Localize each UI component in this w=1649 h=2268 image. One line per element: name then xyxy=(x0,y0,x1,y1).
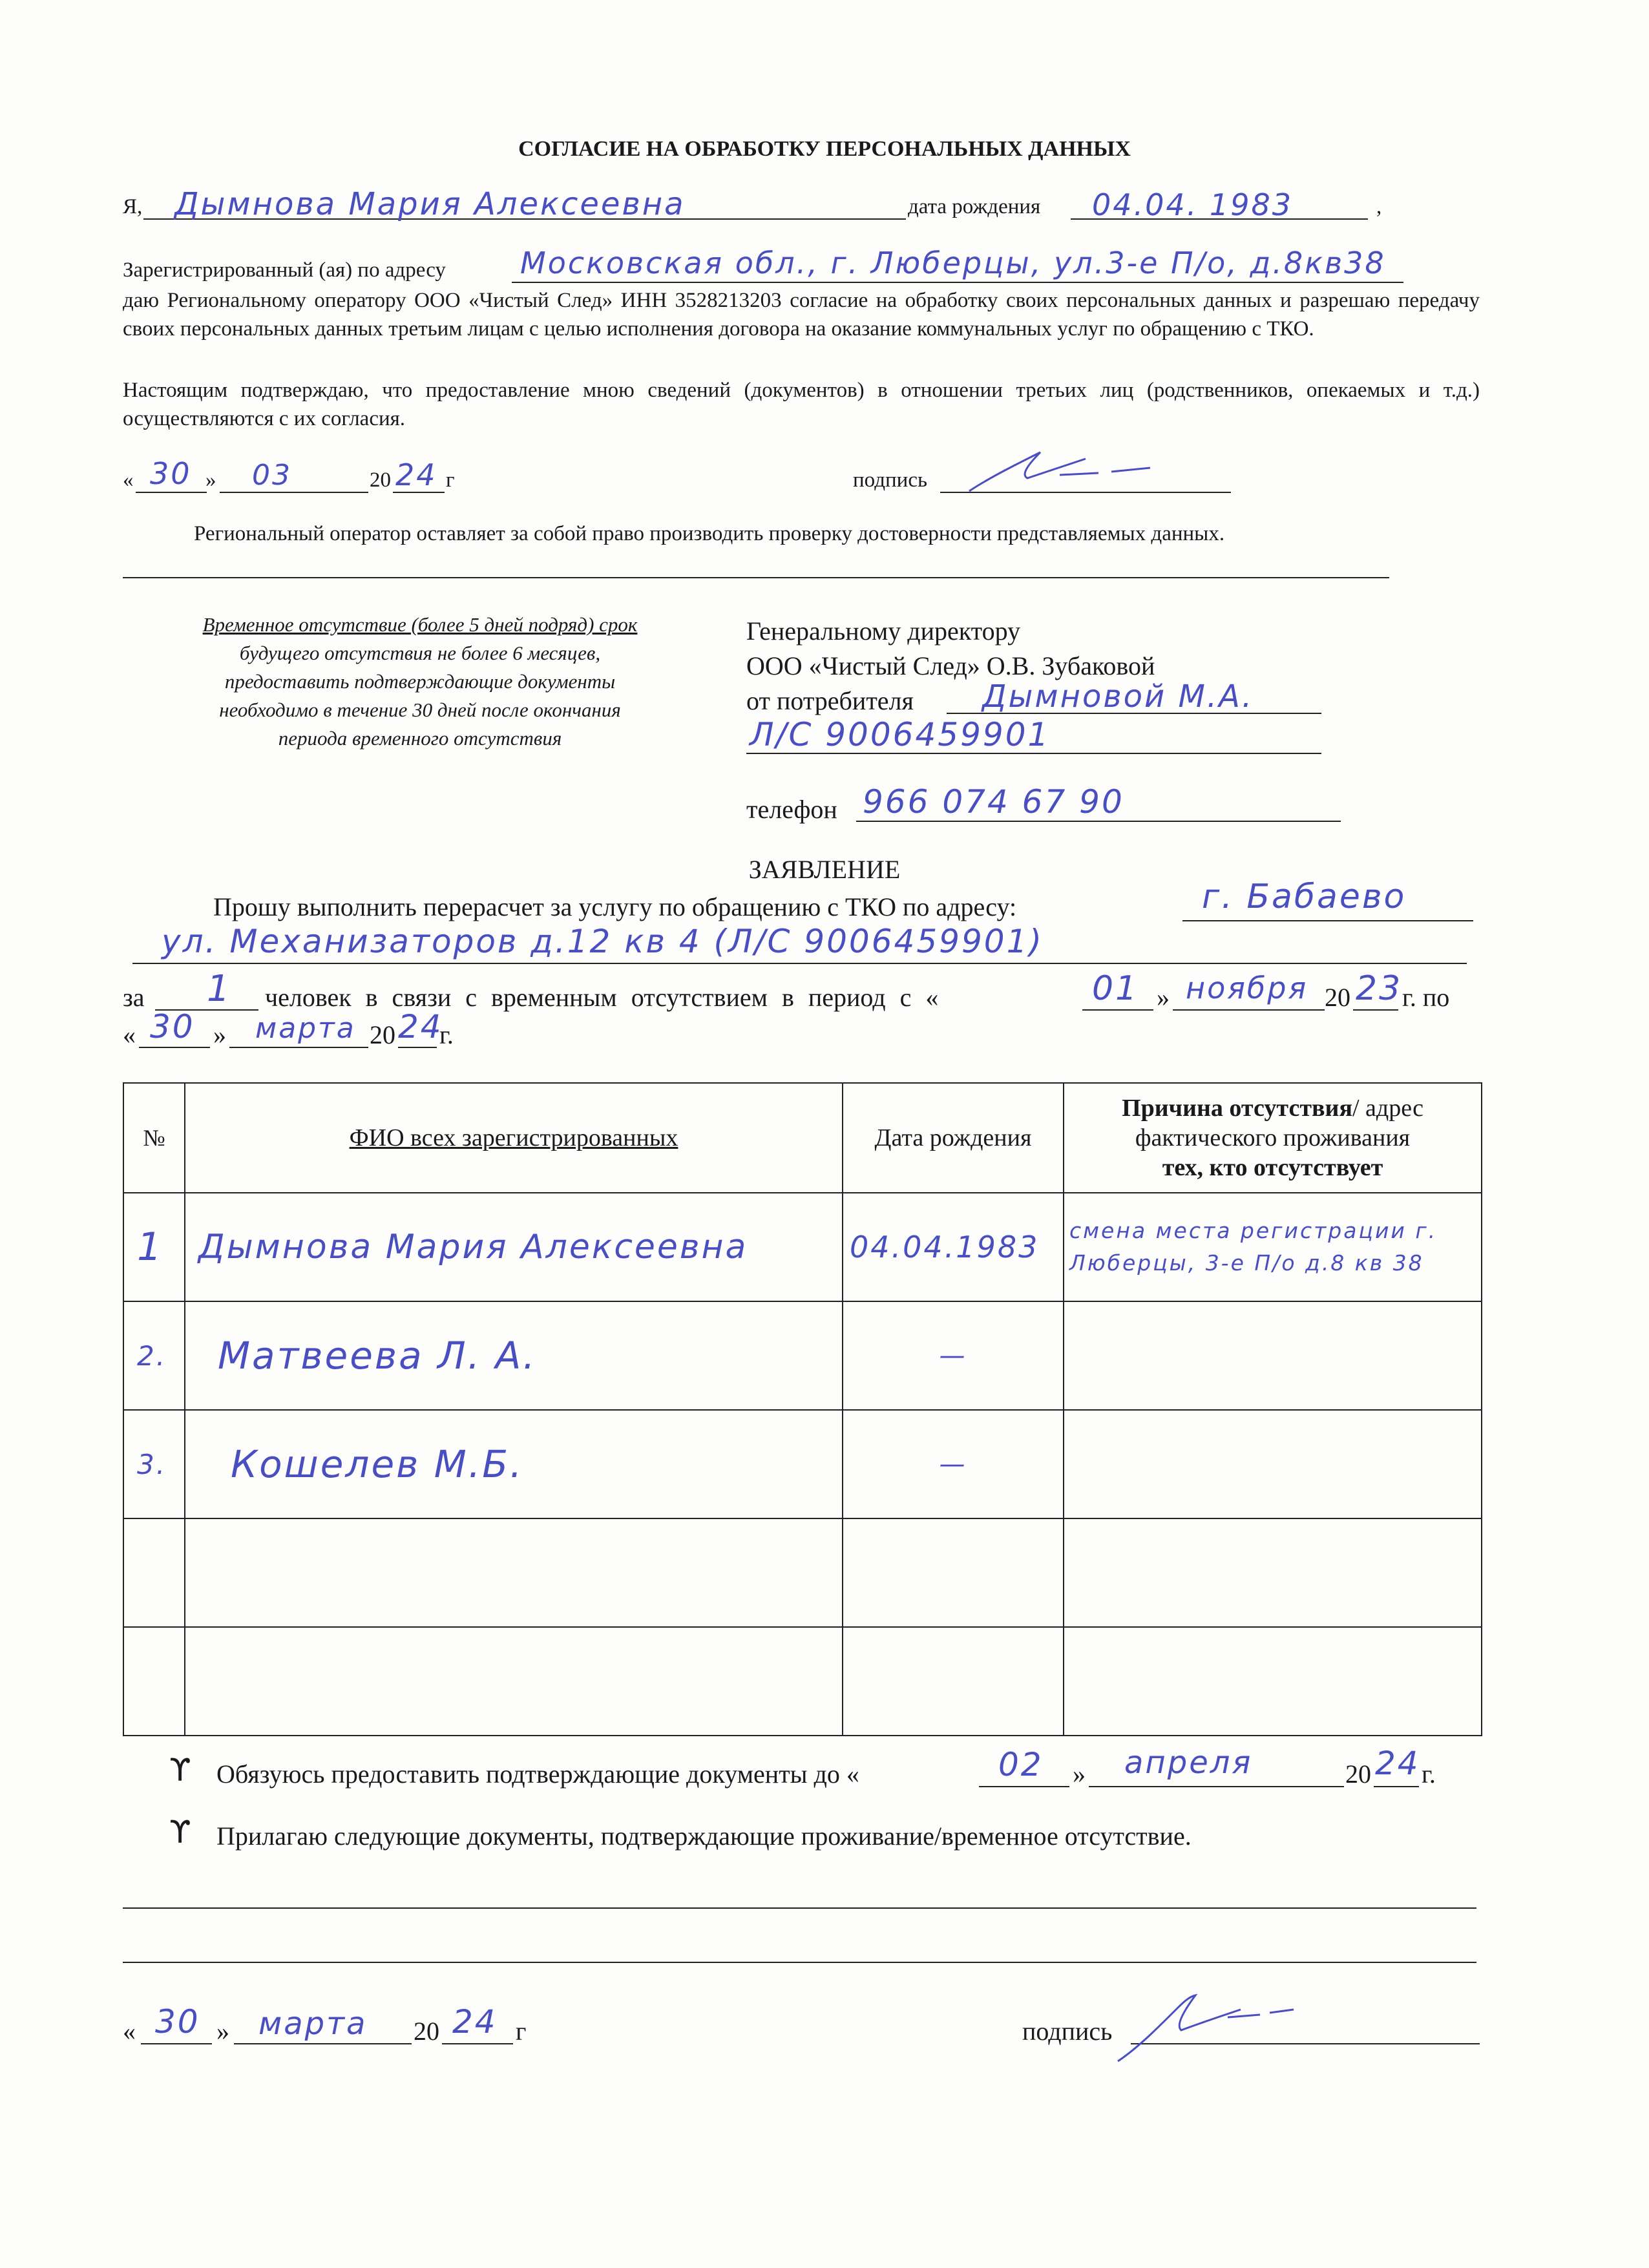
footer-quote-close: » xyxy=(216,2017,229,2046)
consent-day-value: 30 xyxy=(150,456,192,491)
from-month-value: ноября xyxy=(1186,971,1308,1005)
date-close-quote: » xyxy=(205,468,216,492)
address-underline xyxy=(512,282,1403,283)
phone-value: 966 074 67 90 xyxy=(863,783,1124,821)
year-prefix: 20 xyxy=(370,468,391,492)
month-underline xyxy=(220,492,368,493)
birth-date-value: 04.04. 1983 xyxy=(1092,187,1293,222)
commit-month-value: апреля xyxy=(1124,1745,1253,1781)
header-num: № xyxy=(123,1083,185,1193)
footer-quote-open: « xyxy=(123,2017,136,2046)
account-value: Л/С 9006459901 xyxy=(750,716,1051,753)
footer-year-g: г xyxy=(516,2017,527,2046)
date-open-quote: « xyxy=(123,468,134,492)
note-line-5: периода временного отсутствия xyxy=(278,727,562,750)
year-g: г xyxy=(446,468,455,492)
footer-signature-label: подпись xyxy=(1022,2017,1113,2046)
application-title: ЗАЯВЛЕНИЕ xyxy=(748,855,901,884)
commit-checkbox-icon: ϒ xyxy=(169,1752,191,1789)
to-day-underline xyxy=(139,1047,210,1048)
to-quote-close: » xyxy=(213,1020,226,1049)
table-row xyxy=(123,1627,1482,1736)
row-3-num: 3. xyxy=(123,1410,185,1518)
row-1-reason: смена места регистрации г. Люберцы, 3-е П/о д.8 кв 38 xyxy=(1064,1193,1482,1301)
footer-year-value: 24 xyxy=(452,2003,498,2041)
header-reason-bold-2: тех, кто отсутствует xyxy=(1162,1154,1383,1181)
to-year-underline xyxy=(398,1047,437,1048)
day-underline xyxy=(136,492,207,493)
commit-year-prefix: 20 xyxy=(1345,1759,1371,1789)
header-birth: Дата рождения xyxy=(843,1083,1064,1193)
commit-day-underline xyxy=(979,1786,1069,1787)
from-year-prefix: 20 xyxy=(1325,983,1350,1012)
row-4-fio xyxy=(185,1518,843,1627)
consent-month-value: 03 xyxy=(252,459,292,492)
footer-year-prefix: 20 xyxy=(414,2017,439,2046)
consent-paragraph-2: Настоящим подтверждаю, что предоставление мною сведений (документов) в отношении третьих лиц (родственников, опекаемых и т.д.) осуществляются с их согласия. xyxy=(123,379,1480,430)
footer-day-underline xyxy=(141,2043,212,2044)
operator-note: Региональный оператор оставляет за собой право производить проверку достоверности представляемых данных. xyxy=(194,522,1225,545)
phone-label: телефон xyxy=(746,795,837,824)
row-5-birth xyxy=(843,1627,1064,1736)
table-header-row xyxy=(123,1083,1482,1193)
row-5-num xyxy=(123,1627,185,1736)
to-year-g: г. xyxy=(439,1020,454,1049)
commit-line-2-text: Прилагаю следующие документы, подтверждающие проживание/временное отсутствие. xyxy=(216,1822,1192,1851)
to-quote-open: « xyxy=(123,1020,136,1049)
to-day-value: 30 xyxy=(150,1008,195,1045)
footer-year-underline xyxy=(442,2043,513,2044)
from-month-underline xyxy=(1173,1009,1325,1011)
header-reason-rest: / адрес фактического проживания xyxy=(1135,1095,1423,1151)
row-3-fio: Кошелев М.Б. xyxy=(185,1410,843,1518)
from-day-underline xyxy=(1082,1009,1153,1011)
consent-signature xyxy=(963,439,1157,498)
from-year-underline xyxy=(1353,1009,1398,1011)
row-3-reason xyxy=(1064,1410,1482,1518)
commit-year-underline xyxy=(1374,1786,1419,1787)
attach-checkbox-icon: ϒ xyxy=(169,1814,191,1851)
to-month-underline xyxy=(229,1047,368,1048)
request-address-underline xyxy=(1182,920,1473,921)
po-label: г. по xyxy=(1402,983,1450,1012)
request-address-part-2: ул. Механизаторов д.12 кв 4 (Л/С 9006459901) xyxy=(162,923,1044,960)
commit-year-g: г. xyxy=(1422,1759,1436,1789)
commit-year-value: 24 xyxy=(1375,1745,1420,1782)
footer-month-underline xyxy=(234,2043,412,2044)
table-row xyxy=(123,1301,1482,1410)
commit-line-1-text: Обязуюсь предоставить подтверждающие документы до « xyxy=(216,1759,859,1789)
birth-date-label: дата рождения xyxy=(908,195,1041,218)
to-year-prefix: 20 xyxy=(370,1020,395,1049)
note-line-3: предоставить подтверждающие документы xyxy=(224,670,616,693)
row-2-fio: Матвеева Л. А. xyxy=(185,1301,843,1410)
footer-month-value: марта xyxy=(258,2006,368,2042)
header-fio: ФИО всех зарегистрированных xyxy=(185,1083,843,1193)
request-address-part-1: г. Бабаево xyxy=(1202,877,1407,916)
section-divider xyxy=(123,577,1389,578)
row-5-fio xyxy=(185,1627,843,1736)
footer-signature xyxy=(1105,1977,1299,2068)
from-quote-close: » xyxy=(1157,983,1170,1012)
from-day-value: 01 xyxy=(1092,969,1139,1008)
commit-month-underline xyxy=(1089,1786,1344,1787)
row-2-reason xyxy=(1064,1301,1482,1410)
table-row xyxy=(123,1410,1482,1518)
persons-text: человек в связи с временным отсутствием в период с « xyxy=(265,983,939,1012)
temporary-absence-note xyxy=(123,611,717,753)
row-4-num xyxy=(123,1518,185,1627)
addressee-line-1: Генеральному директору xyxy=(746,616,1021,646)
from-year-value: 23 xyxy=(1356,969,1403,1008)
consent-title: СОГЛАСИЕ НА ОБРАБОТКУ ПЕРСОНАЛЬНЫХ ДАННЫХ xyxy=(518,137,1131,161)
commit-quote-close: » xyxy=(1073,1759,1086,1789)
row-2-num: 2. xyxy=(123,1301,185,1410)
row-1-num: 1 xyxy=(123,1193,185,1301)
footer-day-value: 30 xyxy=(155,2003,200,2041)
row-1-birth: 04.04.1983 xyxy=(843,1193,1064,1301)
comma: , xyxy=(1376,195,1382,218)
row-4-reason xyxy=(1064,1518,1482,1627)
to-month-value: марта xyxy=(255,1012,356,1045)
row-3-birth: — xyxy=(843,1410,1064,1518)
table-row xyxy=(123,1193,1482,1301)
addressee-line-2: ООО «Чистый След» О.В. Зубаковой xyxy=(746,651,1155,680)
address-value: Московская обл., г. Люберцы, ул.3-е П/о, д.8кв38 xyxy=(520,246,1386,280)
from-consumer-label: от потребителя xyxy=(746,686,914,715)
note-line-1: Временное отсутствие (более 5 дней подряд) срок xyxy=(202,613,638,636)
row-2-birth: — xyxy=(843,1301,1064,1410)
table-row xyxy=(123,1518,1482,1627)
full-name-value: Дымнова Мария Алексеевна xyxy=(174,186,686,222)
note-line-4: необходимо в течение 30 дней после окончания xyxy=(219,698,621,721)
from-name-value: Дымновой М.А. xyxy=(982,678,1254,715)
header-reason xyxy=(1064,1083,1482,1193)
registered-label: Зарегистрированный (ая) по адресу xyxy=(123,258,446,282)
request-address-underline-2 xyxy=(132,963,1467,964)
to-year-value: 24 xyxy=(398,1008,443,1045)
registered-persons-table xyxy=(123,1082,1482,1736)
header-reason-bold: Причина отсутствия xyxy=(1122,1095,1352,1122)
attach-line-2 xyxy=(123,1962,1476,1963)
row-4-birth xyxy=(843,1518,1064,1627)
persons-count-value: 1 xyxy=(207,968,232,1010)
row-1-fio: Дымнова Мария Алексеевна xyxy=(185,1193,843,1301)
phone-underline xyxy=(856,821,1341,822)
consent-paragraph-1: даю Региональному оператору ООО «Чистый След» ИНН 3528213203 согласие на обработку своих персональных данных и разрешаю передачу своих персональных данных третьим лицам с целью исполнения договора на оказание коммунальных услуг по обращению с ТКО. xyxy=(123,289,1480,341)
attach-line-1 xyxy=(123,1907,1476,1909)
i-label: Я, xyxy=(123,195,143,218)
za-label: за xyxy=(123,983,145,1012)
consent-year-value: 24 xyxy=(395,457,437,492)
signature-label: подпись xyxy=(853,468,928,492)
request-text: Прошу выполнить перерасчет за услугу по обращению с ТКО по адресу: xyxy=(213,892,1017,921)
row-5-reason xyxy=(1064,1627,1482,1736)
commit-day-value: 02 xyxy=(998,1746,1044,1783)
note-line-2: будущего отсутствия не более 6 месяцев, xyxy=(239,642,601,664)
